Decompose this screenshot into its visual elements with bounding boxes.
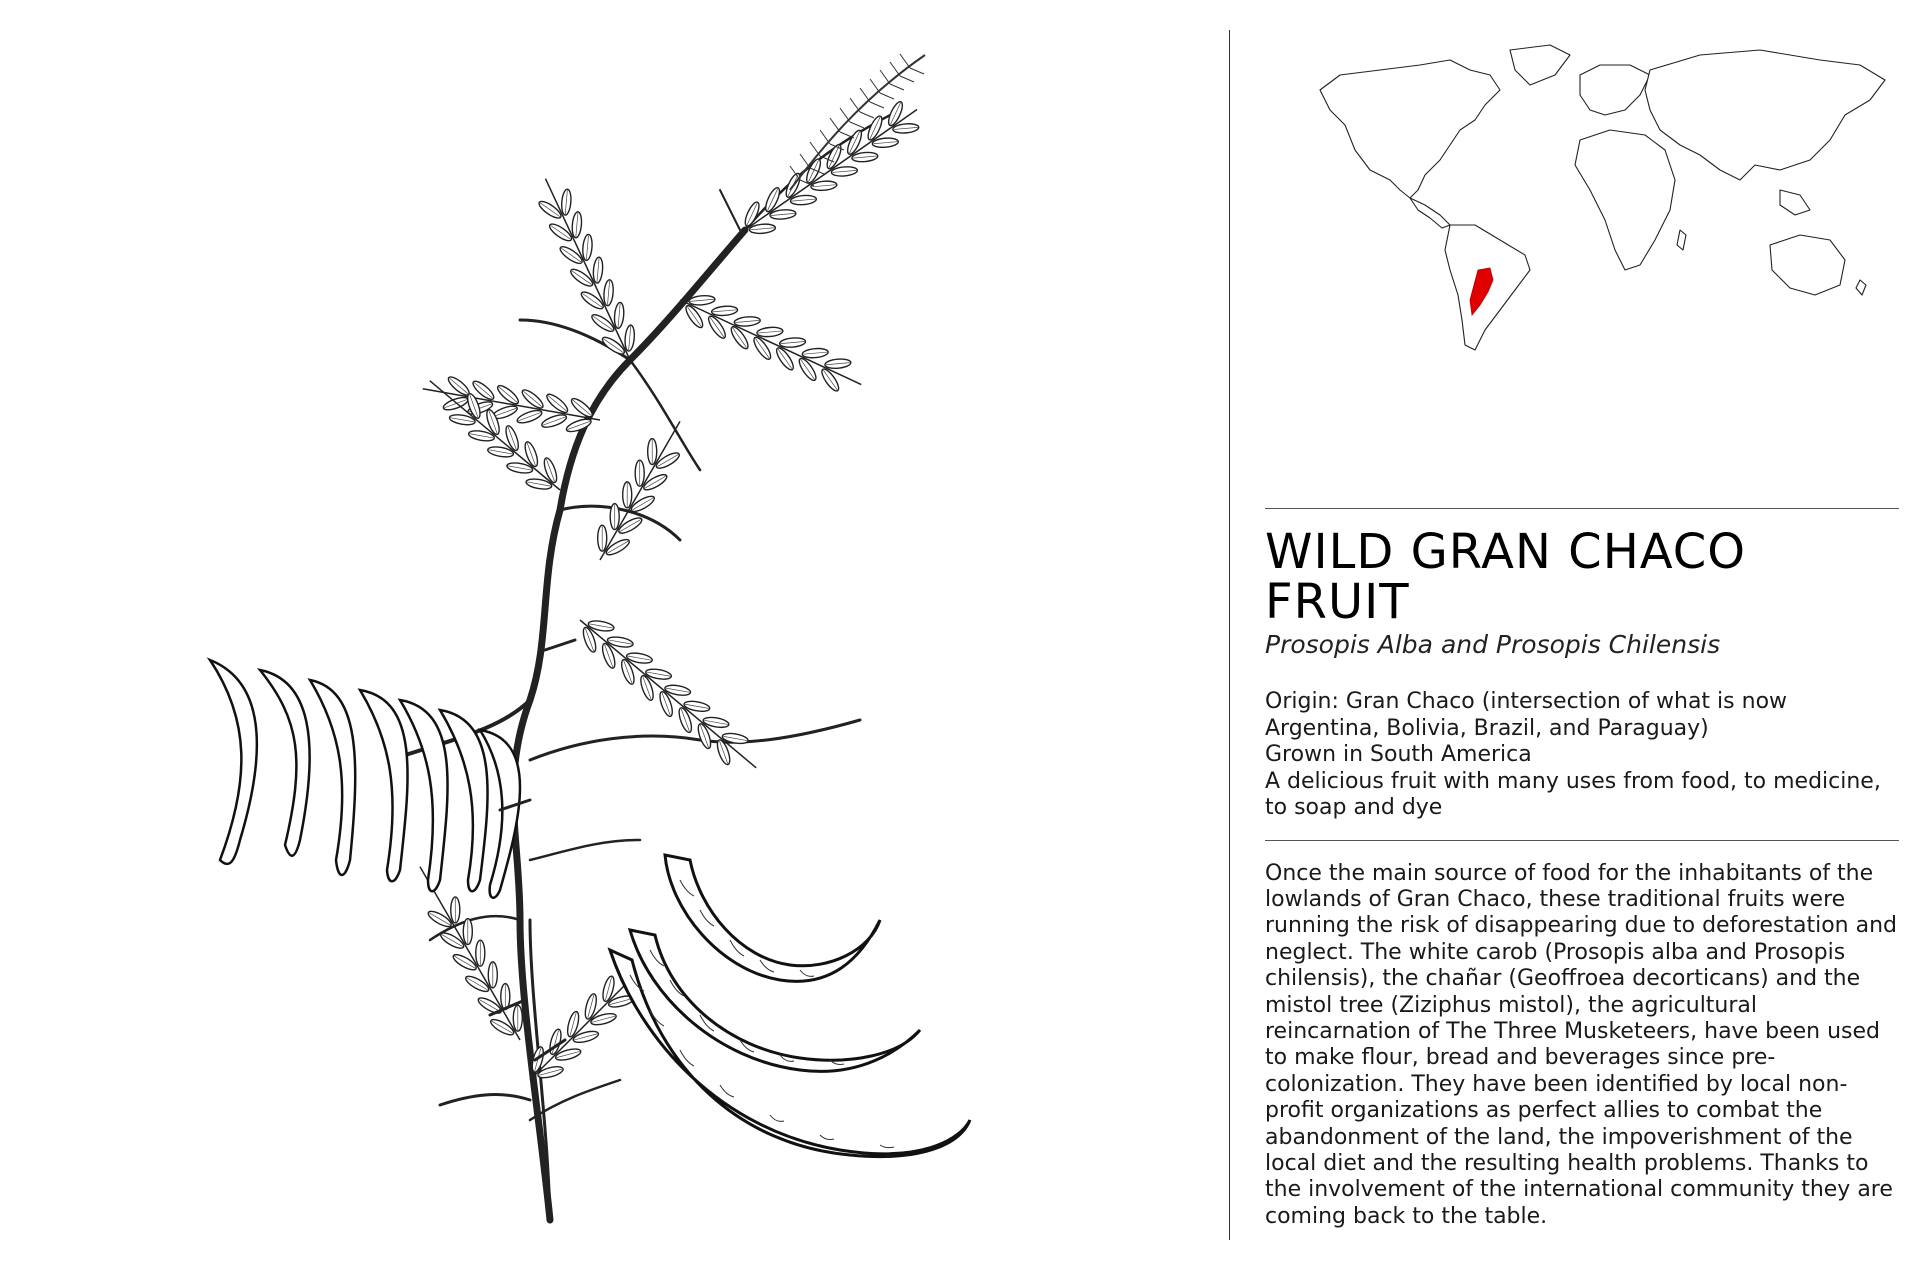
top-rule — [1265, 508, 1899, 509]
info-panel — [1265, 508, 1899, 1230]
page-title: WILD GRAN CHACO FRUIT — [1265, 524, 1747, 630]
fact-uses: A delicious fruit with many uses from food, to medicine, to soap and dye — [1265, 768, 1881, 820]
description-paragraph: Once the main source of food for the inhabitants of the lowlands of Gran Chaco, these traditional fruits were running the risk of disappearing due to deforestation and neglect. The white carob (Prosopis alba and Prosopis chilensis), the chañar (Geoffroea decorticans) and the mistol tree (Ziziphus mistol), the agricultural reincarnation of The Three Musketeers, have been used to make flour, bread and beverages since pre-colonization. They have been identified by local non-profit organizations as perfect allies to combat the abandonment of the land, the impoverishment of the local diet and the resulting health problems. Thanks to the involvement of the international community they are coming back to the table. — [1265, 860, 1897, 1229]
prosopis-branch-illustration — [200, 40, 1000, 1240]
vertical-divider — [1229, 30, 1230, 1240]
fact-grown: Grown in South America — [1265, 742, 1532, 767]
facts-list — [1265, 689, 1899, 822]
world-map-icon — [1300, 30, 1900, 360]
fact-origin: Origin: Gran Chaco (intersection of what is now Argentina, Bolivia, Brazil, and Paraguay) — [1265, 689, 1788, 741]
scientific-name: Prosopis Alba and Prosopis Chilensis — [1265, 630, 1721, 659]
middle-rule — [1265, 840, 1899, 841]
